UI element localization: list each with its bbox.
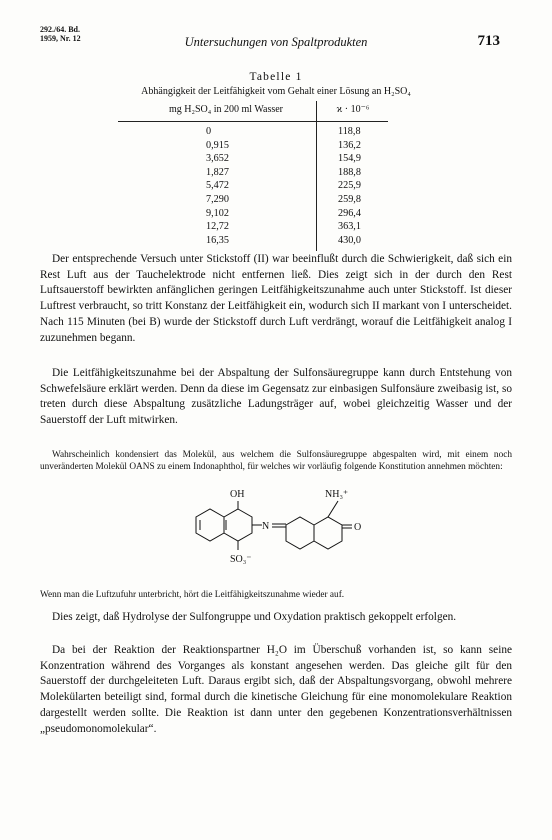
table-cell: 154,9 — [338, 153, 361, 165]
naphthalene-ring-left — [196, 501, 262, 550]
table-cell: 430,0 — [338, 234, 361, 246]
table-cell: 5,472 — [206, 180, 229, 192]
paragraph-sulfonic-acid: Die Leitfähigkeitszunahme bei der Abspaltung der Sulfonsäuregruppe kann durch Entstehung von Schwefelsäure erklärt werden. Denn da diese im Gegensatz zur einbasigen Sulfonsäure zweibasig ist, so treten durch diese Abspaltung zusätzliche Ladungsträger auf, wobei gleichzeitig Wasser und der Sauerstoff der Luft mitwirken. — [40, 367, 512, 427]
table-cell: 16,35 — [206, 234, 229, 246]
table-column-concentration — [206, 125, 229, 247]
table-cell: 9,102 — [206, 207, 229, 219]
table-cell: 259,8 — [338, 193, 361, 205]
table-caption: Abhängigkeit der Leitfähigkeit vom Gehalt einer Lösung an H₂SO₄ — [141, 86, 411, 97]
table-column-rule — [316, 101, 317, 251]
table-column-conductivity — [338, 125, 361, 247]
volume-line-2: 1959, Nr. 12 — [40, 34, 81, 43]
table-column-header-conductivity: ϰ · 10⁻⁶ — [336, 104, 370, 115]
formula-so3-label: SO₃⁻ — [230, 554, 252, 565]
table-cell: 363,1 — [338, 221, 361, 233]
formula-oh-label: OH — [230, 489, 245, 500]
table-column-header-concentration: mg H₂SO₄ in 200 ml Wasser — [168, 104, 284, 115]
structural-formula-diagram — [190, 487, 390, 587]
paragraph-condensation: Wahrscheinlich kondensiert das Molekül, aus welchem die Sulfonsäuregruppe abgespalten wird, mit einem noch unveränderten Molekül OANS zu einem Indonaphthol, für welches wir vorläufig folgende Konstitution annehmen möchten: — [40, 450, 512, 473]
naphthalene-ring-right — [272, 501, 352, 549]
page-number: 713 — [477, 33, 500, 49]
running-title: Untersuchungen von Spaltprodukten — [184, 35, 368, 49]
table-cell: 225,9 — [338, 180, 361, 192]
table-cell: 188,8 — [338, 166, 361, 178]
formula-nh3-label: NH₃⁺ — [325, 489, 349, 500]
table-header-rule — [118, 121, 388, 122]
paragraph-air-supply: Wenn man die Luftzufuhr unterbricht, hört die Leitfähigkeitszunahme wieder auf. — [40, 590, 345, 600]
formula-n-label: N — [262, 521, 270, 532]
table-cell: 136,2 — [338, 139, 361, 151]
table-cell: 296,4 — [338, 207, 361, 219]
table-cell: 0,915 — [206, 139, 229, 151]
volume-line-1: 292./64. Bd. — [40, 25, 81, 34]
indonaphthol-structural-formula — [190, 487, 390, 587]
paragraph-kinetics: Da bei der Reaktion der Reaktionspartner H₂O im Überschuß vorhanden ist, so kann seine Konzentration während des Vorganges als konstant angesehen werden. Das gleiche gilt für den Sauerstoff der durchgeleiteten Luft. Daraus ergibt sich, daß der Abspaltungsvorgang, obwohl mehrere Molekülarten beteiligt sind, formal durch die kinetische Gleichung für eine monomolekulare Reaktion dargestellt werden sollte. Die Reaktion ist dann unter den gegebenen Konzentrationsverhältnissen „pseudomonomolekular“. — [40, 644, 512, 735]
formula-o-label: O — [354, 522, 362, 533]
table-cell: 118,8 — [338, 126, 361, 137]
table-cell: 3,652 — [206, 153, 229, 165]
table-cell: 1,827 — [206, 166, 229, 178]
paragraph-nitrogen-experiment: Der entsprechende Versuch unter Stickstoff (II) war beeinflußt durch die Schwierigkeit, daß sich ein Rest Luft aus der Tauchelektrode nicht entfernen ließ. Dies zeigt sich in der durch den Rest Luftsauerstoff bewirkten anfänglichen geringen Leitfähigkeitszunahme auch unter Stickstoff. Ist dieser Luftrest verbraucht, so tritt Konstanz der Leitfähigkeit ein, wodurch sich II markant von I unterscheidet. Nach 115 Minuten (bei B) wurde der Stickstoff durch Luft verdrängt, worauf die Leitfähigkeit analog I zuzunehmen begann. — [40, 253, 512, 344]
paragraph-hydrolysis: Dies zeigt, daß Hydrolyse der Sulfongruppe und Oxydation praktisch gekoppelt erfolgen. — [52, 611, 457, 623]
table-cell: 7,290 — [206, 193, 229, 205]
table-cell: 0 — [206, 126, 212, 137]
table-cell: 12,72 — [206, 221, 229, 233]
table-title: Tabelle 1 — [249, 71, 303, 83]
